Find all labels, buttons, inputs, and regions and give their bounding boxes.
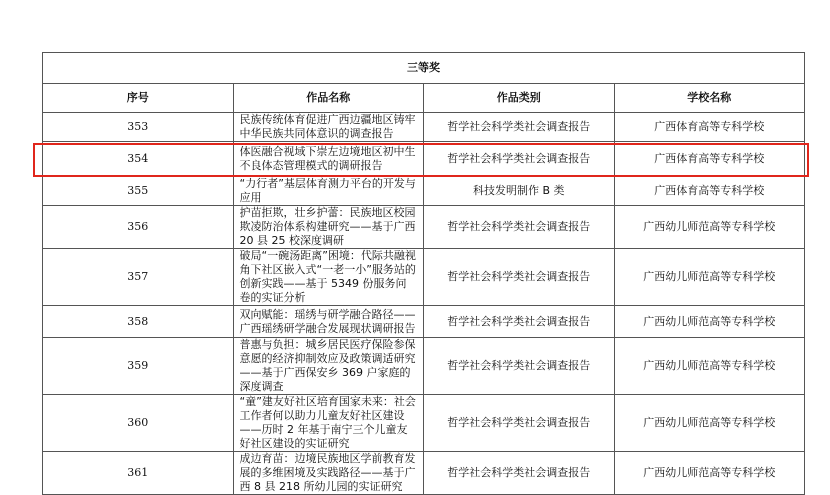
row-num: 355 bbox=[43, 177, 234, 206]
table-row bbox=[43, 249, 805, 306]
row-category: 哲学社会科学类社会调查报告 bbox=[424, 395, 615, 452]
row-num: 361 bbox=[43, 452, 234, 495]
row-school: 广西体育高等专科学校 bbox=[614, 142, 805, 177]
row-school: 广西幼儿师范高等专科学校 bbox=[614, 249, 805, 306]
row-title: 体医融合视域下崇左边境地区初中生不良体态管理模式的调研报告 bbox=[233, 142, 424, 177]
table-title: 三等奖 bbox=[43, 53, 805, 84]
table-row bbox=[43, 206, 805, 249]
row-school: 广西幼儿师范高等专科学校 bbox=[614, 395, 805, 452]
row-school: 广西幼儿师范高等专科学校 bbox=[614, 338, 805, 395]
row-title: 护苗拒欺，壮乡护蕾：民族地区校园欺凌防治体系构建研究——基于广西 20 县 25 校深度调研 bbox=[233, 206, 424, 249]
header-title: 作品名称 bbox=[233, 84, 424, 113]
row-school: 广西体育高等专科学校 bbox=[614, 177, 805, 206]
row-num: 356 bbox=[43, 206, 234, 249]
row-title: “力行者”基层体育测力平台的开发与应用 bbox=[233, 177, 424, 206]
row-category: 哲学社会科学类社会调查报告 bbox=[424, 306, 615, 338]
row-num: 358 bbox=[43, 306, 234, 338]
table-row bbox=[43, 452, 805, 495]
row-title: 双向赋能：瑶绣与研学融合路径——广西瑶绣研学融合发展现状调研报告 bbox=[233, 306, 424, 338]
row-school: 广西幼儿师范高等专科学校 bbox=[614, 306, 805, 338]
table-header-row bbox=[43, 84, 805, 113]
row-num: 357 bbox=[43, 249, 234, 306]
header-category: 作品类别 bbox=[424, 84, 615, 113]
award-table bbox=[42, 52, 805, 495]
row-category: 哲学社会科学类社会调查报告 bbox=[424, 142, 615, 177]
table-row bbox=[43, 338, 805, 395]
table-title-row bbox=[43, 53, 805, 84]
row-num: 354 bbox=[43, 142, 234, 177]
row-school: 广西幼儿师范高等专科学校 bbox=[614, 206, 805, 249]
row-category: 哲学社会科学类社会调查报告 bbox=[424, 338, 615, 395]
header-num: 序号 bbox=[43, 84, 234, 113]
row-school: 广西体育高等专科学校 bbox=[614, 113, 805, 142]
row-num: 353 bbox=[43, 113, 234, 142]
table-row bbox=[43, 177, 805, 206]
row-category: 哲学社会科学类社会调查报告 bbox=[424, 249, 615, 306]
row-title: 成边育苗：边境民族地区学前教育发展的多维困境及实践路径——基于广西 8 县 218 所幼儿园的实证研究 bbox=[233, 452, 424, 495]
header-school: 学校名称 bbox=[614, 84, 805, 113]
table-row bbox=[43, 113, 805, 142]
row-category: 哲学社会科学类社会调查报告 bbox=[424, 206, 615, 249]
row-title: “童”建友好社区培育国家未来：社会工作者何以助力儿童友好社区建设——历时 2 年基于南宁三个儿童友好社区建设的实证研究 bbox=[233, 395, 424, 452]
row-category: 科技发明制作 B 类 bbox=[424, 177, 615, 206]
table-row-highlighted bbox=[43, 142, 805, 177]
row-num: 360 bbox=[43, 395, 234, 452]
row-title: 破局“一碗汤距离”困境：代际共融视角下社区嵌入式“一老一小”服务站的创新实践——基于 5349 份服务问卷的实证分析 bbox=[233, 249, 424, 306]
row-category: 哲学社会科学类社会调查报告 bbox=[424, 452, 615, 495]
row-title: 民族传统体育促进广西边疆地区铸牢中华民族共同体意识的调查报告 bbox=[233, 113, 424, 142]
row-category: 哲学社会科学类社会调查报告 bbox=[424, 113, 615, 142]
row-school: 广西幼儿师范高等专科学校 bbox=[614, 452, 805, 495]
table-row bbox=[43, 395, 805, 452]
row-title: 普惠与负担：城乡居民医疗保险参保意愿的经济抑制效应及政策调适研究——基于广西保安乡 369 户家庭的深度调查 bbox=[233, 338, 424, 395]
table-row bbox=[43, 306, 805, 338]
row-num: 359 bbox=[43, 338, 234, 395]
